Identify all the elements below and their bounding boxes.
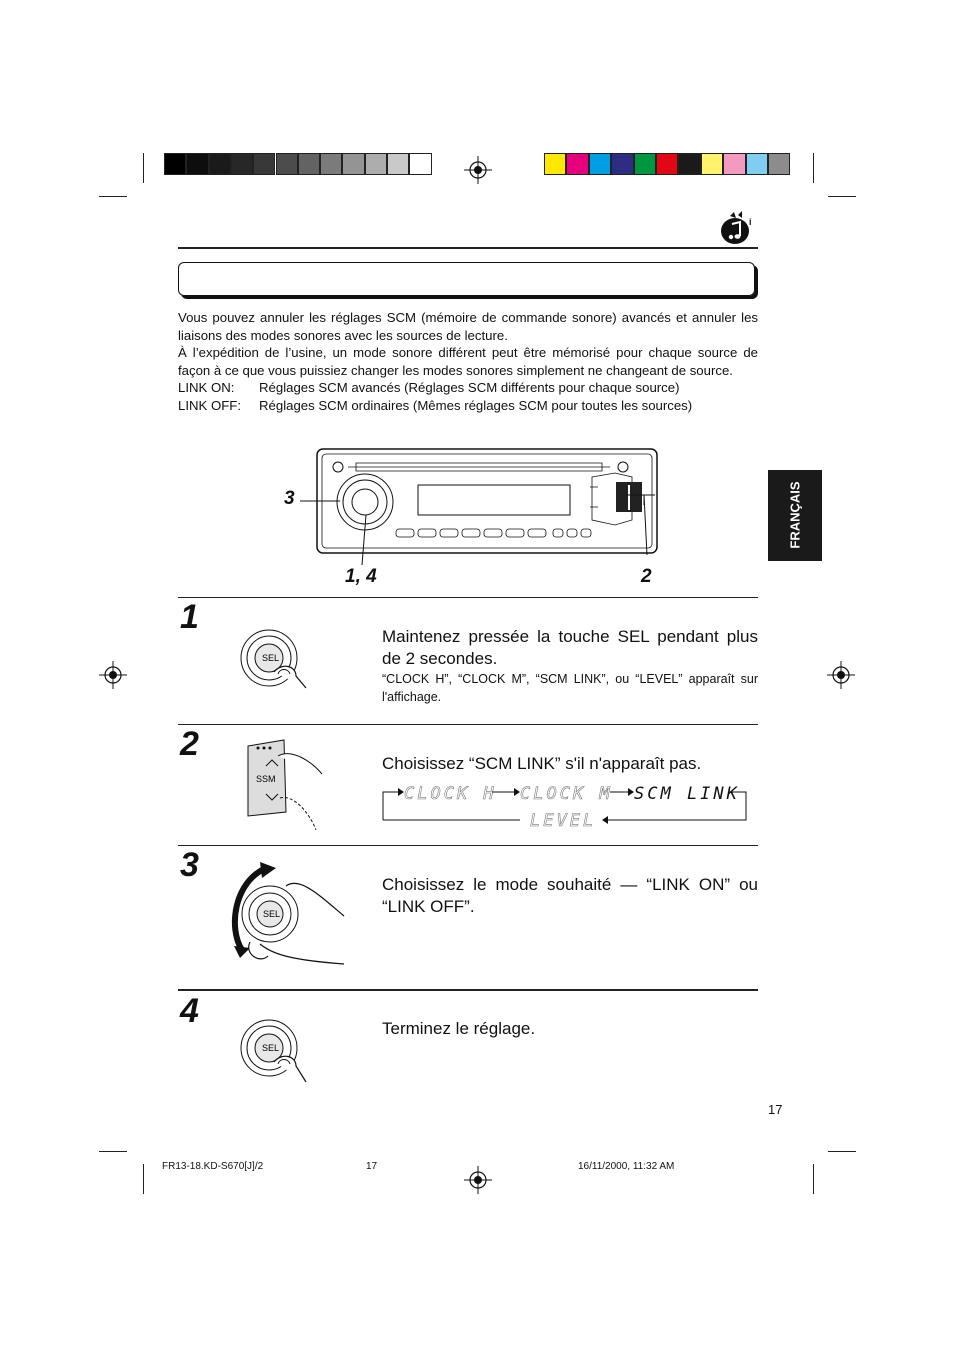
ssm-button-press-icon <box>244 738 334 834</box>
crop-mark <box>828 196 856 197</box>
color-swatch <box>678 153 700 175</box>
title-box <box>178 262 755 296</box>
step-4-number: 4 <box>180 992 199 1030</box>
lcd-item-clock-h: CLOCK H <box>404 784 497 804</box>
color-swatch <box>768 153 790 175</box>
link-off-key: LINK OFF: <box>178 397 242 413</box>
callout-2: 2 <box>641 566 652 587</box>
gray-swatch <box>186 153 208 175</box>
step-1-number: 1 <box>180 598 199 636</box>
page-number: 17 <box>768 1102 783 1117</box>
gray-swatch <box>164 153 186 175</box>
color-swatch <box>656 153 678 175</box>
language-tab <box>768 470 822 561</box>
step-3-rule <box>178 845 758 846</box>
color-swatch <box>634 153 656 175</box>
callout-1-4: 1, 4 <box>345 566 377 587</box>
sel-label-final: SEL <box>262 1043 280 1053</box>
gray-swatch <box>342 153 364 175</box>
gray-swatch <box>298 153 320 175</box>
crop-mark <box>828 1151 856 1152</box>
header-rule <box>178 247 758 249</box>
crop-mark <box>99 196 127 197</box>
gray-swatch <box>276 153 298 175</box>
step-3-text: Choisissez le mode souhaité — “LINK ON” ou “LINK OFF”. <box>382 875 758 916</box>
registration-mark-bottom <box>464 1166 492 1194</box>
color-swatch <box>746 153 768 175</box>
gray-swatch <box>409 153 431 175</box>
ssm-label: SSM <box>256 774 276 784</box>
crop-mark <box>813 153 814 183</box>
callout-3: 3 <box>284 488 295 509</box>
step-3-number: 3 <box>180 846 199 884</box>
sel-label: SEL <box>262 653 280 663</box>
footer-page: 17 <box>366 1161 378 1172</box>
gray-swatch <box>320 153 342 175</box>
step-2-text: Choisissez “SCM LINK” s'il n'apparaît pas. <box>382 754 702 773</box>
footer-file: FR13-18.KD-S670[J]/2 <box>162 1161 264 1172</box>
registration-mark-right <box>827 661 855 689</box>
step-2-number: 2 <box>180 725 199 763</box>
link-on-key: LINK ON: <box>178 380 235 396</box>
intro-paragraph-2: À l’expédition de l’usine, un mode sonore différent peut être mémorisé pour chaque source de façon à ce que vous puissiez changer les modes sonores simplement ne changeant de source. <box>178 345 758 378</box>
link-on-value: Réglages SCM avancés (Réglages SCM différents pour chaque source) <box>259 380 680 396</box>
crop-mark <box>143 153 144 183</box>
footer-timestamp: 16/11/2000, 11:32 AM <box>578 1161 675 1172</box>
language-tab-label: FRANÇAIS <box>787 481 803 549</box>
link-on-row <box>178 379 758 397</box>
step-1-text: Maintenez pressée la touche SEL pendant plus de 2 secondes. <box>382 627 758 668</box>
sel-label-rotate: SEL <box>263 909 281 919</box>
gray-swatch <box>231 153 253 175</box>
crop-mark <box>143 1164 144 1194</box>
registration-mark-left <box>99 661 127 689</box>
intro-paragraph-1: Vous pouvez annuler les réglages SCM (mémoire de commande sonore) avancés et annuler les liaisons des modes sonores avec les sources de lecture. <box>178 310 758 343</box>
step-1-rule <box>178 597 758 598</box>
lcd-cycle-diagram <box>380 780 750 830</box>
sel-knob-press-icon-final <box>234 1012 314 1088</box>
color-swatch <box>723 153 745 175</box>
link-off-row <box>178 397 758 415</box>
color-swatch <box>589 153 611 175</box>
step-1-subtext: “CLOCK H”, “CLOCK M”, “SCM LINK”, ou “LEVEL” apparaît sur l'affichage. <box>382 672 758 704</box>
color-swatch <box>701 153 723 175</box>
lcd-item-scm-link: SCM LINK <box>634 784 740 804</box>
gray-swatch <box>253 153 275 175</box>
svg-text:i: i <box>749 217 752 227</box>
registration-mark-top <box>464 156 492 184</box>
lcd-item-level: LEVEL <box>530 811 597 830</box>
sel-knob-press-icon <box>234 622 314 694</box>
step-4-rule <box>178 989 758 991</box>
link-off-value: Réglages SCM ordinaires (Mêmes réglages SCM pour toutes les sources) <box>259 397 693 413</box>
gray-swatch <box>387 153 409 175</box>
step-4-text: Terminez le réglage. <box>382 1019 536 1038</box>
crop-mark <box>99 1151 127 1152</box>
car-stereo-panel-illustration <box>270 445 670 590</box>
color-swatch <box>566 153 588 175</box>
music-note-icon <box>718 210 758 246</box>
lcd-item-clock-m: CLOCK M <box>520 784 613 804</box>
intro-text <box>178 309 758 415</box>
color-swatch <box>544 153 566 175</box>
crop-mark <box>813 1164 814 1194</box>
gray-swatch <box>209 153 231 175</box>
sel-knob-rotate-icon <box>220 860 348 970</box>
gray-swatch <box>365 153 387 175</box>
step-2-rule <box>178 724 758 725</box>
color-swatch <box>611 153 633 175</box>
